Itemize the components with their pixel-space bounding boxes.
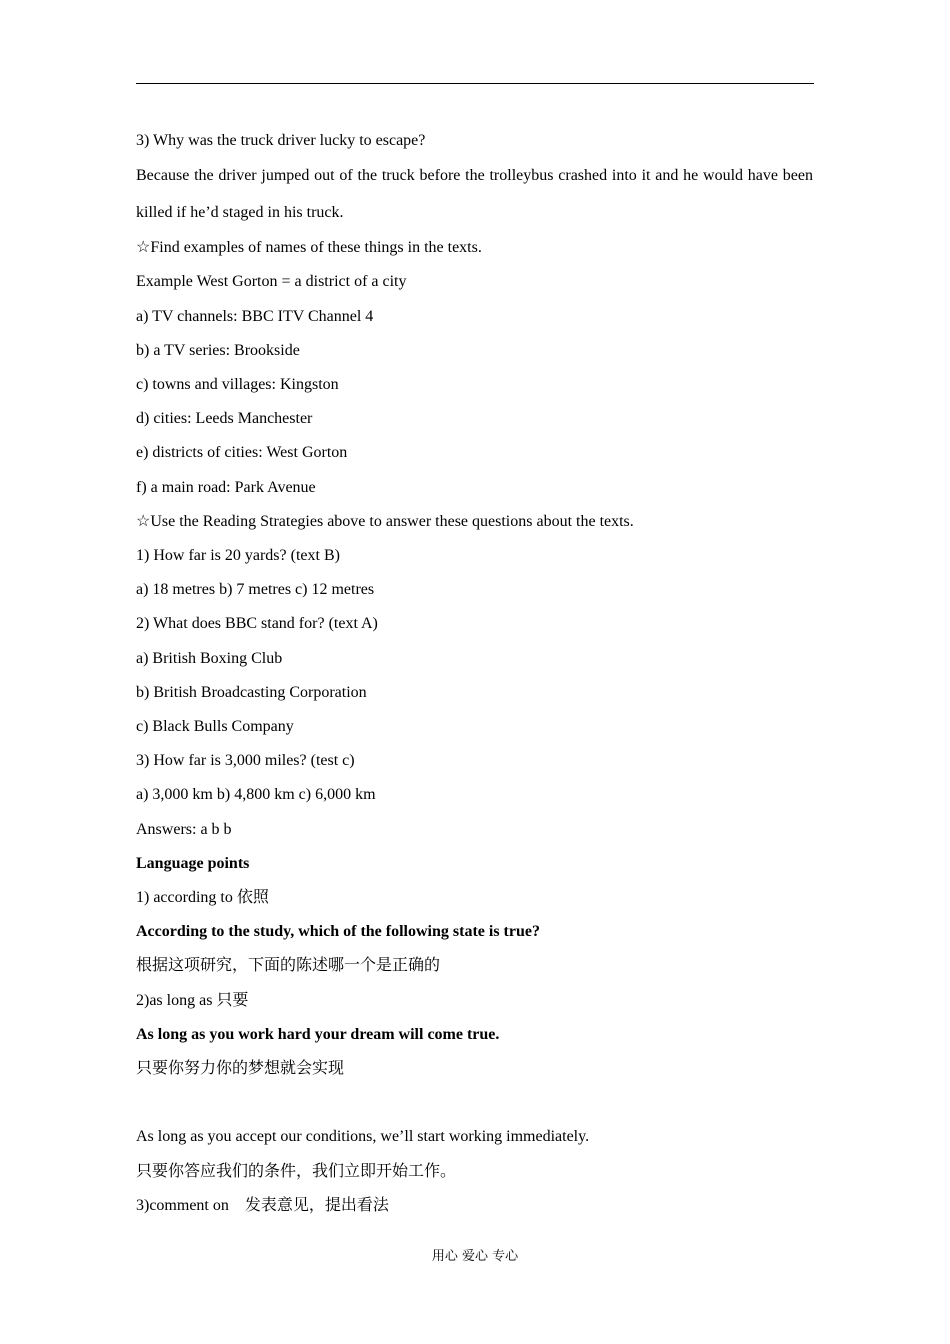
item-towns: c) towns and villages: Kingston xyxy=(136,376,339,394)
instruction-find-names: ☆Find examples of names of these things in the texts. xyxy=(136,239,482,257)
translation-as-long-as-2: 只要你答应我们的条件，我们立即开始工作。 xyxy=(136,1162,457,1180)
options-yards: a) 18 metres b) 7 metres c) 12 metres xyxy=(136,581,375,599)
instruction-use-strategies: ☆Use the Reading Strategies above to answer these questions about the texts. xyxy=(136,512,634,530)
option-bbc-b: b) British Broadcasting Corporation xyxy=(136,683,367,701)
language-point-as-long-as: 2)as long as 只要 xyxy=(136,991,249,1009)
option-bbc-c: c) Black Bulls Company xyxy=(136,718,294,736)
item-districts: e) districts of cities: West Gorton xyxy=(136,444,348,462)
item-tv-channels: a) TV channels: BBC ITV Channel 4 xyxy=(136,307,374,325)
section-heading-language-points: Language points xyxy=(136,854,250,872)
item-cities: d) cities: Leeds Manchester xyxy=(136,410,313,428)
example-according-to: According to the study, which of the following state is true? xyxy=(136,923,540,941)
example-as-long-as: As long as you work hard your dream will come true. xyxy=(136,1025,500,1043)
question-bbc: 2) What does BBC stand for? (text A) xyxy=(136,615,378,633)
translation-according-to: 根据这项研究，下面的陈述哪一个是正确的 xyxy=(136,957,441,975)
option-bbc-a: a) British Boxing Club xyxy=(136,649,283,667)
language-point-according-to: 1) according to 依照 xyxy=(136,889,269,907)
item-tv-series: b) a TV series: Brookside xyxy=(136,341,300,359)
language-point-comment-on: 3)comment on 发表意见，提出看法 xyxy=(136,1196,389,1214)
example-as-long-as-2: As long as you accept our conditions, we’ll start working immediately. xyxy=(136,1128,590,1146)
question-miles: 3) How far is 3,000 miles? (test c) xyxy=(136,752,355,770)
blank-line xyxy=(136,1086,813,1120)
answers-line: Answers: a b b xyxy=(136,820,232,838)
answer-truck-driver: Because the driver jumped out of the truck before the trolleybus crashed into it and he would have been killed if he’d staged in his truck. xyxy=(136,167,813,222)
document-body xyxy=(136,124,813,1223)
page-footer: 用心 爱心 专心 xyxy=(431,1249,519,1264)
options-miles: a) 3,000 km b) 4,800 km c) 6,000 km xyxy=(136,786,376,804)
question-truck-driver: 3) Why was the truck driver lucky to escape? xyxy=(136,132,426,149)
header-rule xyxy=(136,83,814,84)
translation-as-long-as: 只要你努力你的梦想就会实现 xyxy=(136,1060,345,1078)
item-main-road: f) a main road: Park Avenue xyxy=(136,478,316,496)
question-yards: 1) How far is 20 yards? (text B) xyxy=(136,547,340,565)
example-line: Example West Gorton = a district of a city xyxy=(136,273,407,291)
